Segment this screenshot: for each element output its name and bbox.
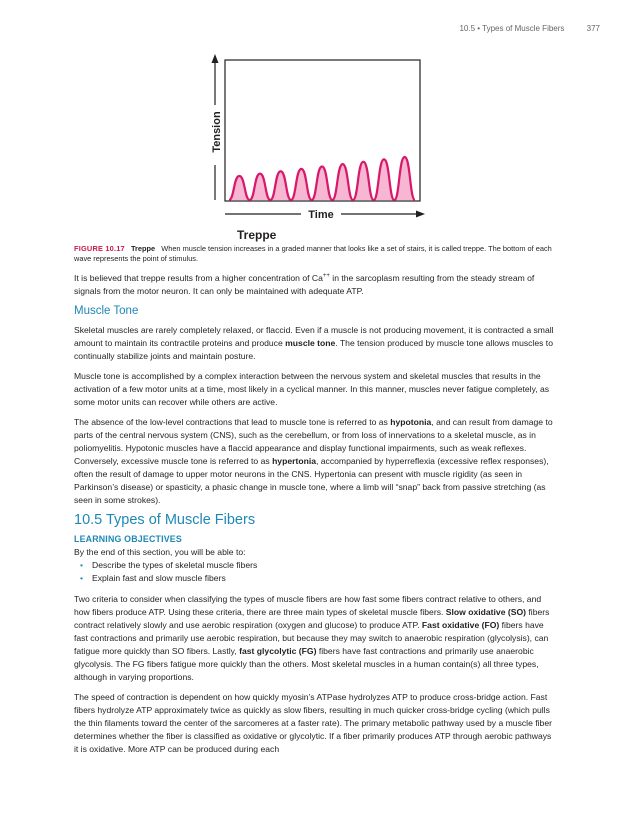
figure-caption: [74, 244, 554, 264]
section-heading: 10.5 Types of Muscle Fibers: [74, 511, 256, 528]
muscle-tone-paragraph-1: Skeletal muscles are rarely completely relaxed, or flaccid. Even if a muscle is not producing movement, it is contracted a small amount to maintain its contractile proteins and produce muscle tone. The tension produced by muscle tone allows muscles to continually stabilize joints and maintain posture.: [74, 324, 554, 361]
caption-number: FIGURE 10.17: [74, 244, 125, 253]
objective-item: • Explain fast and slow muscle fibers: [92, 572, 556, 585]
treppe-figure: [205, 50, 435, 250]
fiber-types-paragraph-1: Two criteria to consider when classifying the types of muscle fibers are how fast some fibers contract relative to others, and how fibers produce ATP. Using these criteria, there are three main types of skeletal muscle fibers. Slow oxidative (SO) fibers contract relatively slowly and use aerobic respiration (oxygen and glucose) to produce ATP. Fast oxidative (FO) fibers have fast contractions and primarily use aerobic respiration, but because they may switch to anaerobic respiration (glycolysis), can fatigue more quickly than SO fibers. Lastly, fast glycolytic (FG) fibers have fast contractions and primarily use anaerobic glycolysis. The FG fibers fatigue more quickly than the others. Most skeletal muscles in a human contain(s) all three types, although in varying proportions.: [74, 593, 550, 682]
muscle-tone-paragraph-2: Muscle tone is accomplished by a complex interaction between the nervous system and skeletal muscles that results in the activation of a few motor units at a time, most likely in a cyclical manner. In this manner, muscles never fatigue completely, as some motor units can recover while others are active.: [74, 370, 550, 407]
x-axis-label: Time: [308, 209, 334, 221]
x-axis-arrowhead: [416, 211, 425, 218]
section-label: 10.5 • Types of Muscle Fibers: [459, 24, 565, 33]
muscle-tone-paragraph-3: The absence of the low-level contractions that lead to muscle tone is referred to as hypotonia, and can result from damage to parts of the central nervous system (CNS), such as the cerebellum, or from loss of innervations to a skeletal muscle, as in poliomyelitis. Hypotonic muscles have a flaccid appearance and display functional impairments, such as weak reflexes. Conversely, excessive muscle tone is referred to as hypertonia, accompanied by hyperreflexia (excessive reflex responses), often the result of damage to upper motor neurons in the CNS. Hypertonia can present with muscle rigidity (as seen in Parkinson’s disease) or spasticity, a phasic change in muscle tone, where a limb will “snap” back from passive stretching (as seen in some strokes).: [74, 416, 553, 505]
running-header: [459, 24, 600, 33]
y-axis-label: Tension: [211, 111, 223, 153]
objectives-intro: By the end of this section, you will be able to:: [74, 546, 246, 557]
caption-text: When muscle tension increases in a graded manner that looks like a set of stairs, it is called treppe. The bottom of each wave represents the point of stimulus.: [74, 244, 552, 263]
learning-objectives-heading: LEARNING OBJECTIVES: [74, 533, 182, 544]
caption-name: Treppe: [130, 244, 156, 253]
fiber-types-paragraph-2: The speed of contraction is dependent on how quickly myosin’s ATPase hydrolyzes ATP to produce cross-bridge action. Fast fibers hydrolyze ATP approximately twice as quickly as slow fibers, resulting in much quicker cross-bridge cycling (which pulls the thin filaments toward the center of the sarcomeres at a faster rate). The primary metabolic pathway used by a muscle fiber determines whether the fiber is classified as oxidative or glycolytic. If a fiber primarily produces ATP through aerobic pathways it is oxidative. More ATP can be produced during each: [74, 691, 552, 754]
treppe-chart: [205, 50, 435, 250]
objectives-list: [74, 559, 556, 585]
objective-item: • Describe the types of skeletal muscle fibers: [92, 559, 556, 572]
page-number: 377: [586, 24, 600, 33]
body-text: [74, 270, 556, 763]
y-axis-arrowhead: [212, 54, 219, 63]
intro-paragraph: It is believed that treppe results from a higher concentration of Ca++ in the sarcoplasm resulting from the steady stream of signals from the motor neuron. It can only be maintained with adequate ATP.: [74, 272, 535, 296]
figure-title: Treppe: [237, 228, 277, 242]
muscle-tone-heading: Muscle Tone: [74, 304, 139, 317]
